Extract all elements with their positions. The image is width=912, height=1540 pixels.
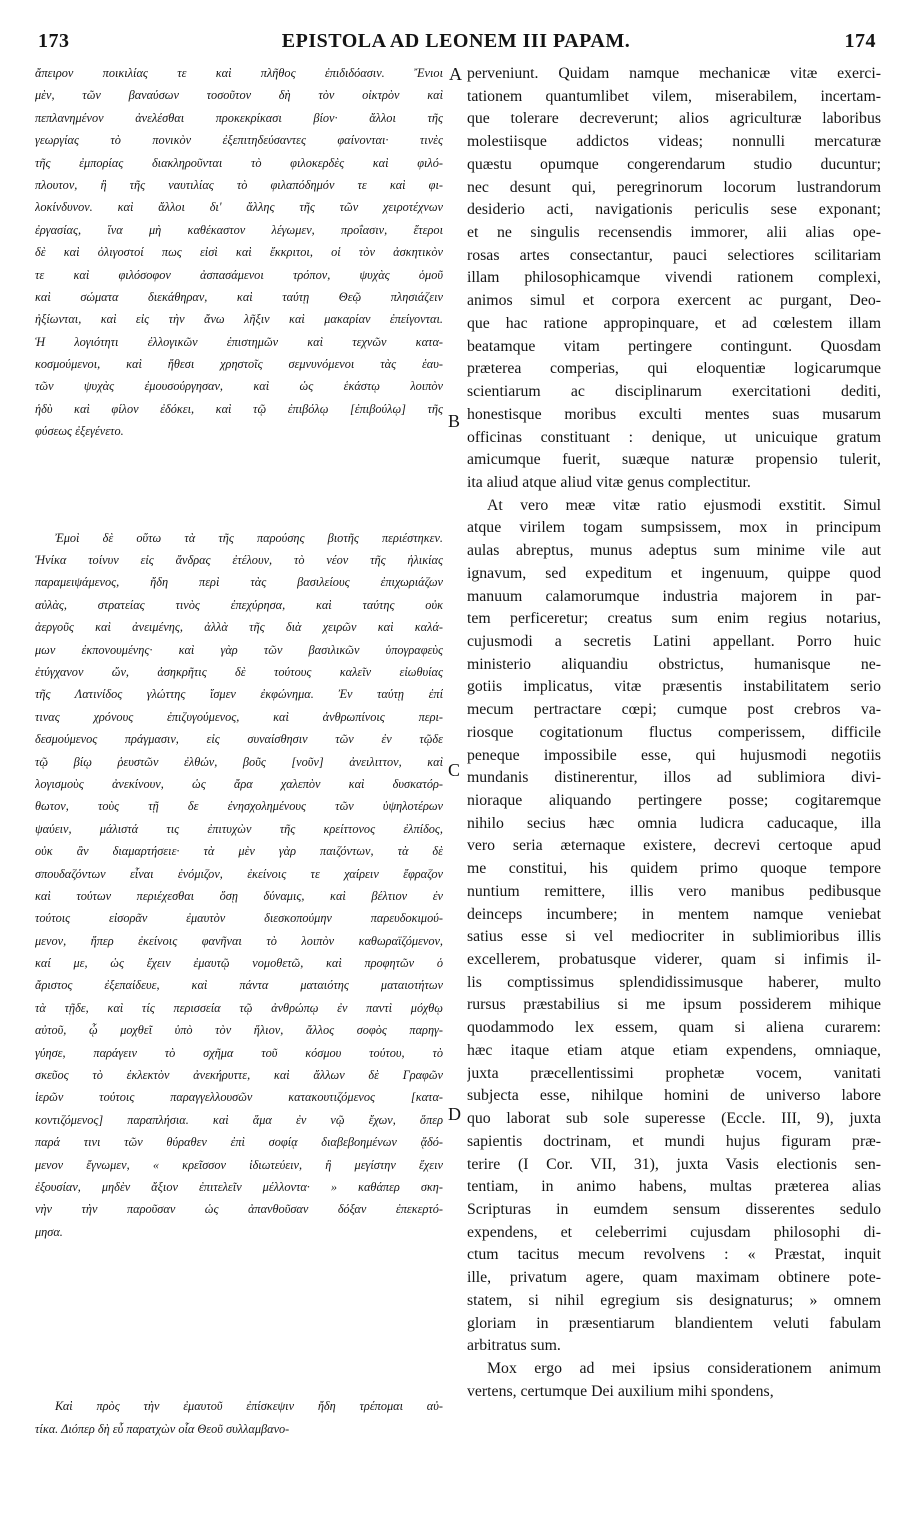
greek-text-line: μενον ἔγνωμεν, « κρεῖσσον ἰδιωτεύειν, ἢ μεγίστην ἔχειν <box>35 1157 443 1172</box>
latin-text-line: nec desunt qui, peregrinorum locorum lustrandorum <box>467 178 881 196</box>
latin-text-line: officinas constituant : denique, ut unicuique gratum <box>467 428 881 446</box>
latin-text-line: gloriam in præsentiarum blandientem veluti fabulam <box>467 1314 881 1332</box>
greek-text-line: Ἡνίκα τοίνυν εἰς ἄνδρας ἐτέλουν, τὸ νέον τῆς ἡλικίας <box>35 553 443 568</box>
greek-column <box>35 62 443 1440</box>
latin-text-line: desiderio acti, navigationis periculis sese exponant; <box>467 201 881 219</box>
latin-text-line: vero seria æternaque existere, decrevi certoque apud <box>467 837 881 855</box>
latin-text-line: animos simul et corpora exercent ac purgant, Deo- <box>467 292 881 310</box>
latin-text-line: mundanis distinerentur, illos ad sublimiora divi- <box>467 769 881 787</box>
latin-text-line: ita aliud atque aliud vitæ genus complectitur. <box>467 473 751 491</box>
latin-text-line: quodammodo lex essem, quam si aliena curarem: <box>467 1019 881 1037</box>
latin-text-line: rosas artes consectantur, pauci selectiores scilitariam <box>467 246 881 264</box>
greek-text-line: Ἐμοὶ δὲ οὕτω τὰ τῆς παρούσης βιοτῆς περιέστηκεν. <box>55 530 443 545</box>
latin-text-line: illam philosophicamque vivendi rationem complexi, <box>467 269 881 287</box>
greek-text-line: ἡδὺ καὶ φίλον ἐδόκει, καὶ τῷ ἐπιβόλῳ [ἐπιβούλῳ] τῆς <box>35 401 443 416</box>
latin-text-line: et ne singulis recensendis immorer, alii alias ope- <box>467 224 881 242</box>
latin-text-line: peneque impossibile esse, qui hujusmodi negotiis <box>467 746 881 764</box>
latin-text-line: arbitratus sum. <box>467 1337 561 1355</box>
greek-text-line: λογισμοὺς ἀνεκίνουν, ὡς ἄρα χαλεπὸν καὶ δυσκατόρ- <box>35 776 443 791</box>
latin-text-line: excellerem, probatusque viderer, quam si infimis il- <box>467 951 881 969</box>
greek-text-line: πλουτον, ἢ τῆς ναυτιλίας τὸ φιλαπόδημόν τε καὶ φι- <box>35 177 443 192</box>
latin-text-line: tentiam, in animo habens, multas præterea alias <box>467 1178 881 1196</box>
latin-text-line: terire (I Cor. VII, 31), juxta Vasis electionis sen- <box>467 1155 881 1173</box>
latin-text-line: hæc itaque etiam atque etiam expendens, omniaque, <box>467 1041 881 1059</box>
latin-paragraph <box>467 1358 881 1403</box>
latin-text-line: que tolerare decreverunt; alios agriculturæ laboribus <box>467 110 881 128</box>
greek-text-line: λοκίνδυνον. καὶ ἄλλοι δι' ἄλλης τῆς τῶν χειροτέχνων <box>35 200 443 215</box>
greek-text-line: ἀεργοῦς καὶ ἀνειμένης, ἀλλὰ τῆς διὰ χειρῶν καὶ καλά- <box>35 620 443 635</box>
greek-text-line: γύησε, παράγειν τὸ σχῆμα τοῦ κόσμου τούτου, τὸ <box>35 1045 443 1060</box>
greek-text-line: ἠξίωνται, καὶ εἰς τὴν ἄνω λῆξιν καὶ μακαρίαν ἐπείγονται. <box>35 312 443 327</box>
latin-text-line: honestisque moribus exculti mentes suas musarum <box>467 405 881 423</box>
greek-paragraph <box>35 1395 443 1440</box>
running-title: EPISTOLA AD LEONEM III PAPAM. <box>281 30 631 52</box>
greek-text-line: ἐργασίας, ἵνα μὴ καθέκαστον λέγωμεν, προΐασιν, ἕτεροι <box>35 222 443 237</box>
greek-text-line: πεπλανημένον ἀνελέσθαι προκεκρίκασι βίον· ἄλλοι τῆς <box>35 110 443 125</box>
greek-text-line: οὐκ ἂν διαμαρτήσειε· τὰ μὲν γὰρ παιζόντων, τὰ δὲ <box>35 844 443 859</box>
latin-text-line: nihilo secius hæc omnia ludicra caducaque, illa <box>467 814 881 832</box>
greek-text-line: αὐλὰς, στρατείας τινὸς ἐπεχύρησα, καὶ ταύτης οὐκ <box>35 597 443 612</box>
latin-text-line: atque virilem togam sumpsissem, mox in principum <box>467 519 881 537</box>
greek-text-line: τε καὶ φιλόσοφον ἀσπασάμενοι τρόπον, ψυχὰς ὁμοῦ <box>35 267 443 282</box>
greek-text-line: καί με, ὡς ἔχειν ἐμαυτῷ νομοθετῶ, καὶ προφητῶν ὁ <box>35 956 443 971</box>
latin-text-line: Scripturas in eumdem sensum disserentes sedulo <box>467 1200 881 1218</box>
greek-paragraph <box>35 62 443 443</box>
latin-text-line: subjecta esse, nihilque homini de universo labore <box>467 1087 881 1105</box>
latin-text-line: me constitui, his quidem primo quoque tempore <box>467 860 881 878</box>
paragraph-gap <box>35 1243 443 1395</box>
greek-text-line: καὶ σώματα διεκάθηραν, καὶ ταύτῃ Θεῷ πλησιάζειν <box>35 289 443 304</box>
greek-text-line: φύσεως ἐξεγένετο. <box>35 424 124 439</box>
margin-marker-a: A <box>449 64 462 84</box>
latin-text-line: quo laborat sub sole superesse (Eccle. III, 9), juxta <box>467 1110 881 1128</box>
greek-text-line: παρά τινι τῶν θύραθεν ἐπὶ σοφίᾳ διαβεβοημένων ᾄδό- <box>35 1135 443 1150</box>
latin-text-line: tem perficeretur; creatus sum enim regius notarius, <box>467 610 881 628</box>
greek-text-line: ἐξουσίαν, μηδὲν ἄξιον ἐπιτελεῖν μέλλοντα· » καθάπερ σκη- <box>35 1179 443 1194</box>
greek-text-line: ἄπειρον ποικιλίας τε καὶ πλῆθος ἐπιδιδόασιν. Ἔνιοι <box>35 66 443 80</box>
latin-text-line: molestiisque addictos videas; nonnulli mercaturæ <box>467 133 881 151</box>
greek-text-line: δεσμούμενος πράγμασιν, εἰς συναίσθησιν τῶν ἐν τῷδε <box>35 732 443 747</box>
greek-text-line: θωτον, τοὺς τῇ δε ἐνησχολημένους τῶν ὑψηλοτέρων <box>35 799 443 814</box>
margin-marker-d: D <box>448 1104 461 1124</box>
latin-text-line: scientiarum ac disciplinarum exercitationi dediti, <box>467 383 881 401</box>
latin-text-line: expendens, et celeberrimi cujusdam philosophi di- <box>467 1223 881 1241</box>
greek-text-line: μενον, ἤπερ ἐκείνοις φανῆναι τὸ λοιπὸν καθωραϊζόμενον, <box>35 933 443 948</box>
paragraph-gap <box>35 443 443 527</box>
greek-text-line: αὐτοῦ, ᾧ μοχθεῖ ὑπὸ τὸν ἥλιον, ἄλλος σοφὸς παρηγ- <box>35 1023 443 1038</box>
greek-text-line: κοντιζόμενος] παραπλήσια. καὶ ἅμα ἐν νῷ ἔχων, ὅπερ <box>35 1112 443 1127</box>
greek-text-line: ἐτύγχανον ὤν, ἀσηκρῆτις δὲ τούτους καλεῖν εἰωθυίας <box>35 664 443 679</box>
latin-text-line: nuntium remittere, illis vero manibus pedibusque <box>467 882 881 900</box>
latin-text-line: mecum pertractare cœpi; cumque post crebros va- <box>467 701 881 719</box>
latin-text-line: quæstu opumque congerendarum studio ducuntur; <box>467 155 881 173</box>
latin-text-line: amicumque fuerit, suæque naturæ propensio tulerit, <box>467 451 881 469</box>
greek-text-line: νὴν τὴν παροῦσαν ὡς ἀπανθοῦσαν δόξαν ἐπεκερτό- <box>35 1202 443 1217</box>
running-header <box>30 30 882 64</box>
latin-text-line: satius esse si vel mediocriter in sublimioribus illis <box>467 928 881 946</box>
greek-text-line: μων ἐκπονουμένης· καὶ γὰρ τῶν βασιλικῶν ὑπογραφεὺς <box>35 642 443 657</box>
latin-text-line: sapientis doctrinam, et mundi hujus figuram præ- <box>467 1132 881 1150</box>
margin-marker-c: C <box>448 760 461 780</box>
greek-text-line: Ἡ λογιότητι ἐλλογικῶν ἐπιστημῶν καὶ τεχνῶν κατα- <box>35 334 443 349</box>
greek-text-line: μὲν, τῶν βαναύσων τοσοῦτον δὴ τὸν οἰκτρὸν καὶ <box>35 88 443 103</box>
latin-text-line: ministerio aliquandiu obstrictus, humanisque ne- <box>467 655 881 673</box>
latin-text-line: præterea comperias, qui eloquentiæ logicarumque <box>467 360 881 378</box>
latin-paragraph <box>467 63 881 495</box>
latin-text-line: statem, si nihil egregium sis designaturus; » omnem <box>467 1291 881 1309</box>
greek-text-line: μησα. <box>35 1224 63 1239</box>
greek-text-line: ψαύειν, μάλιστά τις ἐπιτυχὼν τῆς κρείττονος ἐλπίδος, <box>35 821 443 836</box>
latin-text-line: lis comptissimus splendidissimusque haberer, multo <box>467 973 881 991</box>
page-number-right: 174 <box>844 30 876 52</box>
greek-text-line: τὰ τῇδε, καὶ τίς περισσεία τῷ ἀνθρώπῳ ἐν παντὶ μόχθῳ <box>35 1000 443 1015</box>
latin-text-line: cujusmodi a secretis Latini appellant. Porro huic <box>467 632 881 650</box>
margin-marker-b: B <box>448 411 461 431</box>
greek-paragraph <box>35 527 443 1244</box>
greek-text-line: καὶ τούτων περιέχεσθαι ὅσῃ δύναμις, καὶ βέλτιον ἐν <box>35 888 443 903</box>
latin-text-line: ctum tacitus mecum revolvens : « Præstat, inquit <box>467 1246 881 1264</box>
latin-text-line: perveniunt. Quidam namque mechanicæ vitæ exerci- <box>467 65 881 82</box>
greek-text-line: τῆς Λατινίδος γλώττης ἴσμεν ἐκφώνημα. Ἐν ταύτῃ ἐπί <box>35 687 443 702</box>
greek-text-line: σκεῦος τὸ ἐκλεκτὸν ἀνεκήρυττε, καὶ ἄλλων δὲ Γραφῶν <box>35 1068 443 1083</box>
greek-text-line: τούτοις εἰσορᾶν ἐμαυτὸν διεσκοπούμην παρευδοκιμού- <box>35 911 443 926</box>
greek-text-line: τῷ βίῳ ῥευστῶν ἐλθών, βοῦς [νοῦν] ἀνειλιττον, καὶ <box>35 754 443 769</box>
greek-text-line: Καὶ πρὸς τὴν ἐμαυτοῦ ἐπίσκεψιν ἤδη τρέπομαι αὐ- <box>55 1399 443 1414</box>
greek-text-line: γεωργίας τὸ πονικὸν ἐξεπιτηδεύσαντες φαίνονται· τινὲς <box>35 133 443 148</box>
greek-text-line: τίκα. Διόπερ δὴ εὖ παρατχὼν οἷα Θεοῦ συλλαμβανο- <box>35 1421 290 1436</box>
greek-text-line: παραμειψάμενος, ἤδη περὶ τὰς βασιλείους ἐπιχωριάζων <box>35 575 443 590</box>
latin-text-line: ignavum, sed expeditum et ingenuum, quippe quod <box>467 564 881 582</box>
greek-text-line: σπουδαζόντων εἶναι ἐνόμιζον, ἐκείνοις τε χαίρειν ἔφραζον <box>35 866 443 881</box>
greek-text-line: δὲ καὶ ὀλιγοστοί πως εἰσὶ καὶ ἔκκριτοι, οἱ τὸν ἀσκητικὸν <box>35 245 443 260</box>
greek-text-line: κοσμούμενοι, καὶ ἤθεσι χρηστοῖς σεμνυνόμενοι τὰς ἑαυ- <box>35 357 443 372</box>
latin-text-line: aulas abreptus, munus adeptus sum minime vile aut <box>467 542 881 560</box>
latin-text-line: juxta præcellentissimi prophetæ vocem, vanitati <box>467 1064 881 1082</box>
latin-column <box>467 63 881 1403</box>
greek-text-line: τινας χρόνους ἐπιζυγούμενος, καὶ ἀνθρωπίνοις περι- <box>35 709 443 724</box>
latin-text-line: que hac ratione appropinquare, et ad cœlestem illam <box>467 314 881 332</box>
latin-text-line: gotiis implicatus, vitæ præsentis instabilitatem serio <box>467 678 881 696</box>
latin-text-line: ille, privatum agere, quam maximam obtinere pote- <box>467 1269 881 1287</box>
latin-text-line: rursus præstabilius si me ipsum possiderem mihique <box>467 996 881 1014</box>
latin-text-line: deinceps incumbere; in mentem namque veniebat <box>467 905 881 923</box>
greek-text-line: ἄριστος ἐξεπαίδευε, καὶ πάντα ματαιότης ματαιοτήτων <box>35 978 443 993</box>
latin-text-line: vertens, certumque Dei auxilium mihi spondens, <box>467 1382 774 1400</box>
page-number-left: 173 <box>38 30 70 52</box>
latin-text-line: Mox ergo ad mei ipsius considerationem animum <box>487 1359 881 1377</box>
greek-text-line: ἱερῶν τούτοις παραγγελλουσῶν κατακουτιζόμενος [κατα- <box>35 1090 443 1105</box>
latin-text-line: beatamque vitam pertingere contingunt. Quosdam <box>467 337 881 355</box>
latin-text-line: At vero meæ vitæ ratio ejusmodi exstitit. Simul <box>487 496 881 514</box>
greek-text-line: τῆς ἐμπορίας διακληροῦνται τὸ φιλοκερδὲς καὶ φιλό- <box>35 155 443 170</box>
latin-text-line: nioraque aliquando pertingere posse; cogitaremque <box>467 792 881 809</box>
latin-text-line: tationem quantumlibet vilem, miserabilem, incertam- <box>467 87 881 105</box>
latin-text-line: manuum calamorumque industria majorem in par- <box>467 587 881 605</box>
latin-text-line: riosque cogitationum fluctus comperissem, difficile <box>467 723 881 741</box>
greek-text-line: τῶν ψυχὰς ἐμουσούργησαν, καὶ ὡς ἑκάστῳ λοιπὸν <box>35 379 443 394</box>
latin-paragraph <box>467 495 881 1358</box>
